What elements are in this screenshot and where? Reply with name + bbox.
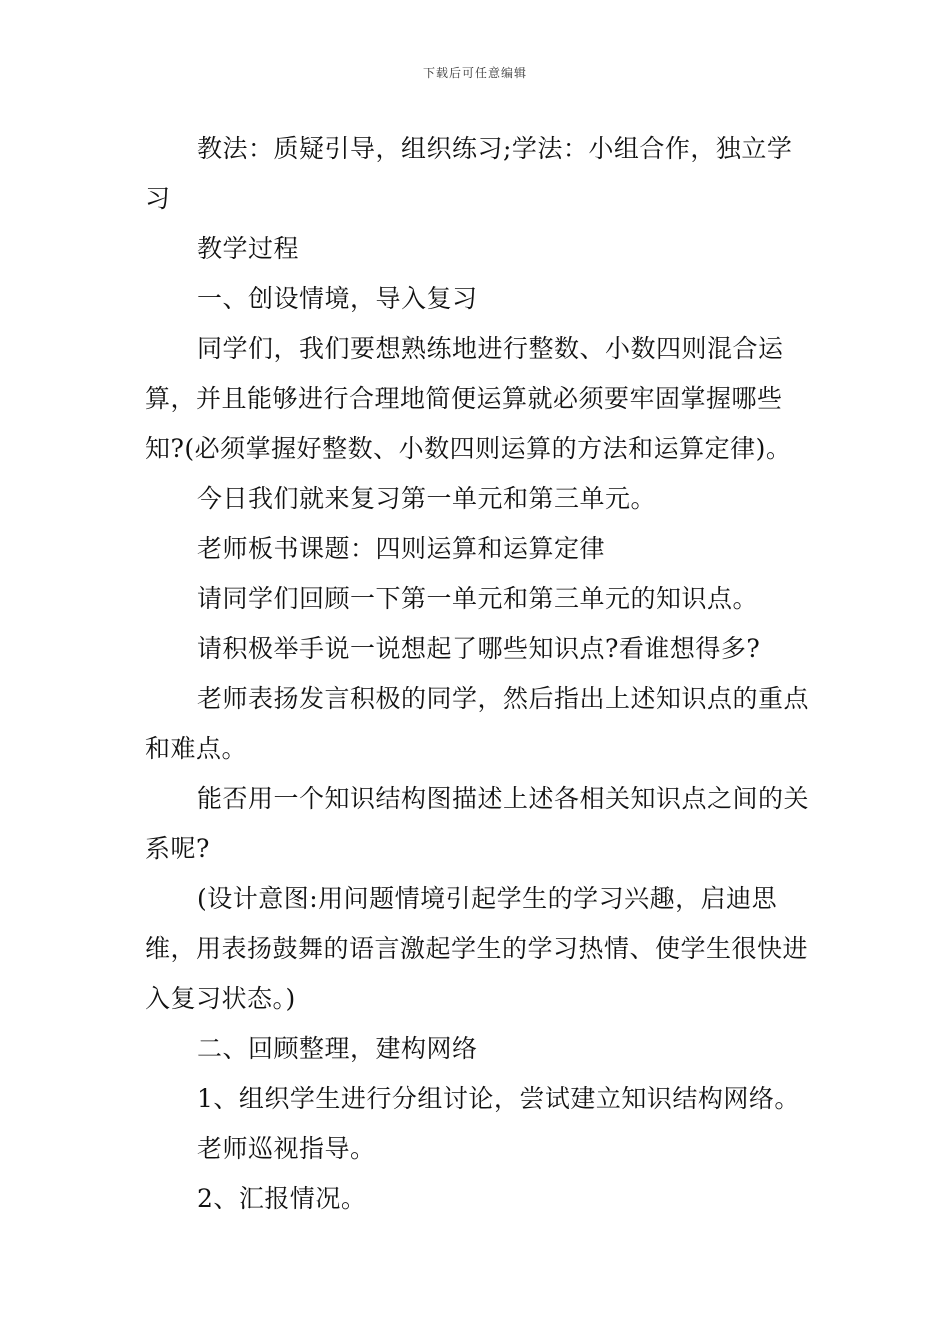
- paragraph-review: 请同学们回顾一下第一单元和第三单元的知识点。: [197, 584, 759, 613]
- paragraph-process-heading: 教学过程: [197, 234, 300, 263]
- paragraph-teacher-guide: 老师巡视指导。: [197, 1134, 376, 1163]
- paragraph-praise: 老师表扬发言积极的同学，然后指出上述知识点的重点和难点。: [145, 684, 810, 763]
- paragraph-raise-hands: 请积极举手说一说想起了哪些知识点?看谁想得多?: [197, 634, 761, 663]
- paragraph-step-1: 1、组织学生进行分组讨论，尝试建立知识结构网络。: [197, 1084, 800, 1113]
- paragraph-step-2: 2、汇报情况。: [197, 1184, 367, 1213]
- document-body: [145, 124, 810, 1224]
- paragraph-intro: 同学们，我们要想熟练地进行整数、小数四则混合运算，并且能够进行合理地简便运算就必须要牢固掌握哪些知?(必须掌握好整数、小数四则运算的方法和运算定律)。: [145, 334, 792, 463]
- section-heading-2: 二、回顾整理，建构网络: [197, 1034, 478, 1063]
- section-heading-1: 一、创设情境，导入复习: [197, 284, 478, 313]
- paragraph-methods: 教法：质疑引导，组织练习;学法：小组合作，独立学习: [145, 134, 793, 213]
- page-header: 下载后可任意编辑: [422, 66, 527, 80]
- paragraph-today: 今日我们就来复习第一单元和第三单元。: [197, 484, 657, 513]
- paragraph-design-intent: (设计意图:用问题情境引起学生的学习兴趣，启迪思维，用表扬鼓舞的语言激起学生的学习热情、使学生很快进入复习状态。): [145, 884, 809, 1013]
- paragraph-blackboard-title: 老师板书课题：四则运算和运算定律: [197, 534, 606, 563]
- paragraph-structure-question: 能否用一个知识结构图描述上述各相关知识点之间的关系呢?: [145, 784, 810, 863]
